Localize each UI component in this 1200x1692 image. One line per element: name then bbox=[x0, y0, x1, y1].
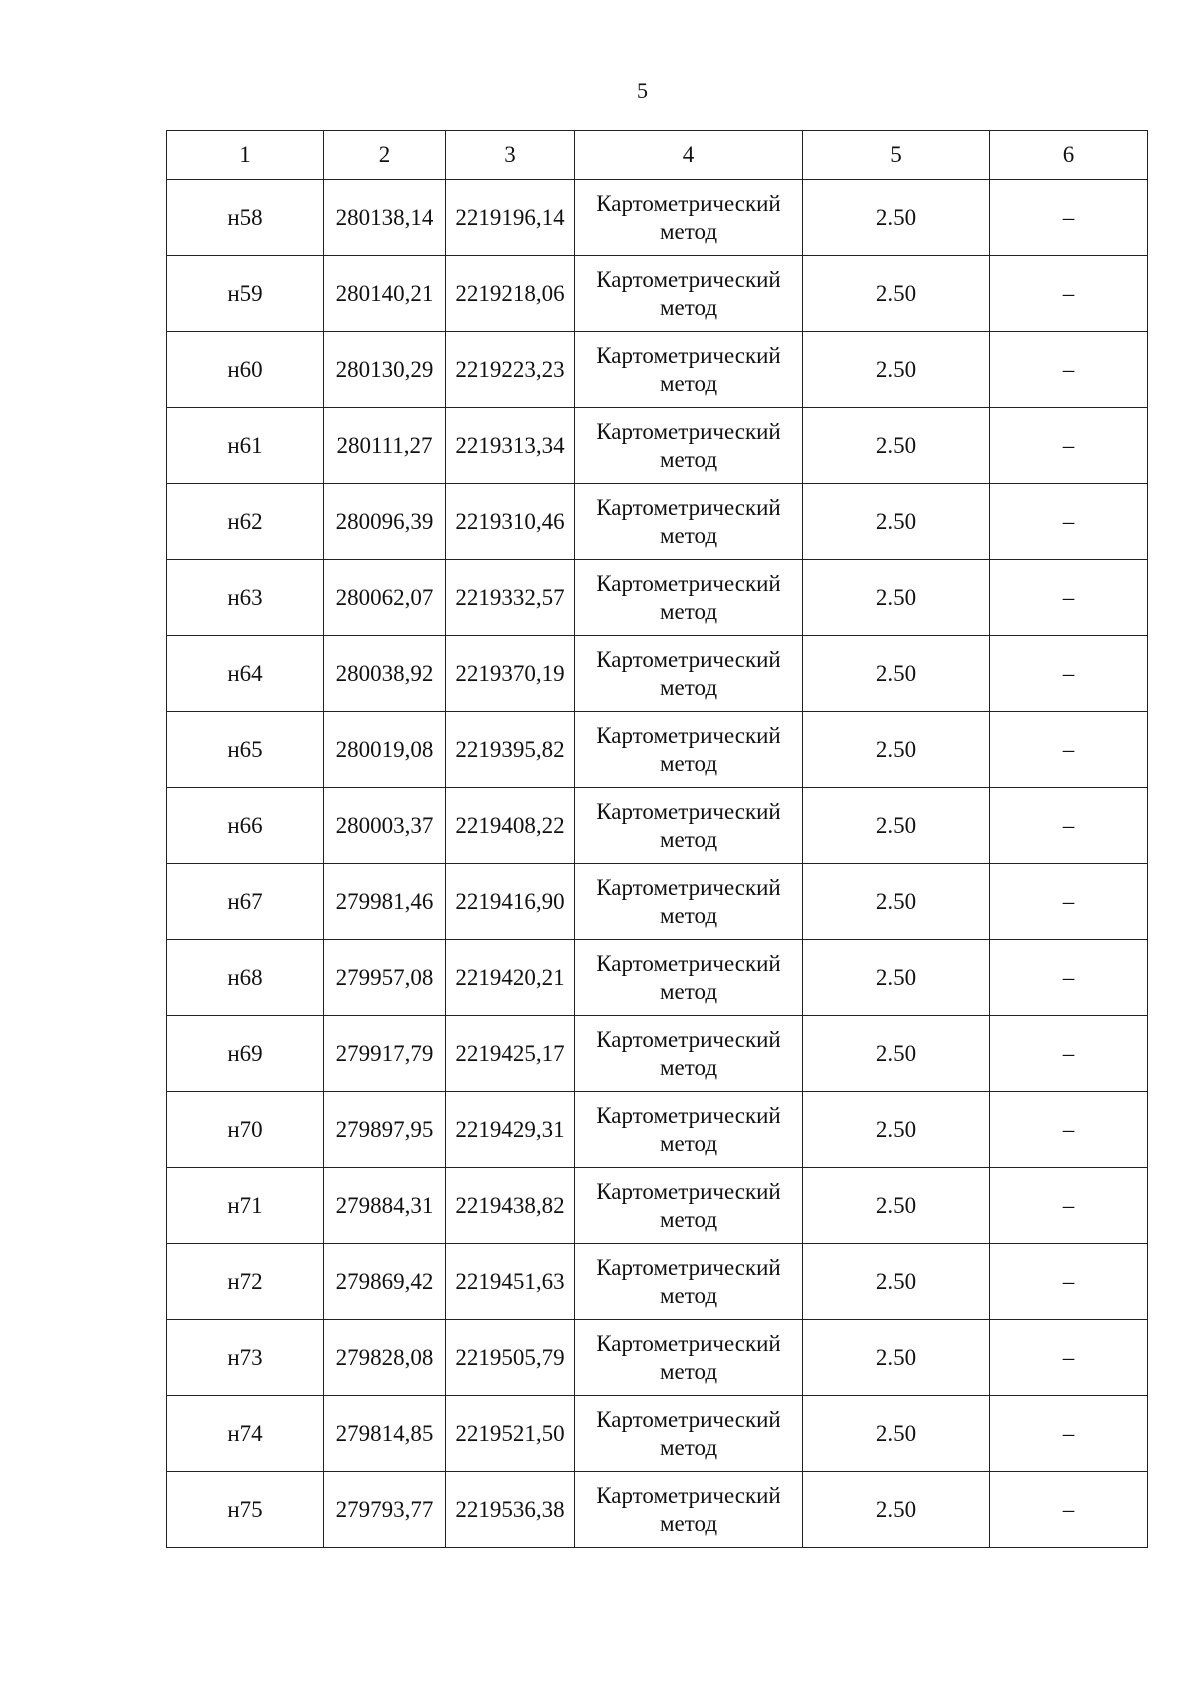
y-coordinate-cell: 2219218,06 bbox=[446, 256, 575, 332]
table-row bbox=[167, 256, 1148, 332]
x-coordinate-cell: 279957,08 bbox=[324, 940, 446, 1016]
x-coordinate-cell: 279917,79 bbox=[324, 1016, 446, 1092]
method-cell bbox=[575, 332, 803, 408]
y-coordinate-cell: 2219425,17 bbox=[446, 1016, 575, 1092]
x-coordinate-cell: 279814,85 bbox=[324, 1396, 446, 1472]
table-row bbox=[167, 636, 1148, 712]
x-coordinate-cell: 280130,29 bbox=[324, 332, 446, 408]
method-text: Картометрический метод bbox=[596, 1102, 781, 1156]
y-coordinate-cell: 2219196,14 bbox=[446, 180, 575, 256]
method-text: Картометрический метод bbox=[596, 1406, 781, 1460]
note-cell: – bbox=[990, 1244, 1148, 1320]
method-text: Картометрический метод bbox=[596, 1482, 781, 1536]
header-cell: 2 bbox=[324, 131, 446, 180]
method-cell bbox=[575, 1092, 803, 1168]
table-row bbox=[167, 1168, 1148, 1244]
method-cell bbox=[575, 484, 803, 560]
y-coordinate-cell: 2219536,38 bbox=[446, 1472, 575, 1548]
point-cell: н63 bbox=[167, 560, 324, 636]
method-text: Картометрический метод bbox=[596, 722, 781, 776]
y-coordinate-cell: 2219429,31 bbox=[446, 1092, 575, 1168]
x-coordinate-cell: 280062,07 bbox=[324, 560, 446, 636]
point-cell: н71 bbox=[167, 1168, 324, 1244]
accuracy-cell: 2.50 bbox=[803, 1168, 990, 1244]
x-coordinate-cell: 280038,92 bbox=[324, 636, 446, 712]
point-cell: н62 bbox=[167, 484, 324, 560]
note-cell: – bbox=[990, 484, 1148, 560]
note-cell: – bbox=[990, 712, 1148, 788]
accuracy-cell: 2.50 bbox=[803, 864, 990, 940]
table-row bbox=[167, 484, 1148, 560]
accuracy-cell: 2.50 bbox=[803, 332, 990, 408]
x-coordinate-cell: 280019,08 bbox=[324, 712, 446, 788]
method-cell bbox=[575, 940, 803, 1016]
note-cell: – bbox=[990, 1320, 1148, 1396]
note-cell: – bbox=[990, 1092, 1148, 1168]
table-row bbox=[167, 788, 1148, 864]
x-coordinate-cell: 280140,21 bbox=[324, 256, 446, 332]
method-text: Картометрический метод bbox=[596, 494, 781, 548]
method-cell bbox=[575, 1244, 803, 1320]
method-text: Картометрический метод bbox=[596, 798, 781, 852]
table-row bbox=[167, 1396, 1148, 1472]
method-cell bbox=[575, 560, 803, 636]
y-coordinate-cell: 2219395,82 bbox=[446, 712, 575, 788]
note-cell: – bbox=[990, 408, 1148, 484]
x-coordinate-cell: 279884,31 bbox=[324, 1168, 446, 1244]
y-coordinate-cell: 2219521,50 bbox=[446, 1396, 575, 1472]
method-cell bbox=[575, 1168, 803, 1244]
accuracy-cell: 2.50 bbox=[803, 256, 990, 332]
method-cell bbox=[575, 1472, 803, 1548]
accuracy-cell: 2.50 bbox=[803, 1472, 990, 1548]
y-coordinate-cell: 2219420,21 bbox=[446, 940, 575, 1016]
note-cell: – bbox=[990, 1472, 1148, 1548]
table-row bbox=[167, 332, 1148, 408]
header-cell: 4 bbox=[575, 131, 803, 180]
method-cell bbox=[575, 1320, 803, 1396]
point-cell: н72 bbox=[167, 1244, 324, 1320]
x-coordinate-cell: 279869,42 bbox=[324, 1244, 446, 1320]
method-cell bbox=[575, 788, 803, 864]
method-text: Картометрический метод bbox=[596, 646, 781, 700]
table-row bbox=[167, 864, 1148, 940]
x-coordinate-cell: 279981,46 bbox=[324, 864, 446, 940]
header-row bbox=[167, 131, 1148, 180]
table-body bbox=[167, 131, 1148, 1548]
accuracy-cell: 2.50 bbox=[803, 636, 990, 712]
method-text: Картометрический метод bbox=[596, 1330, 781, 1384]
method-text: Картометрический метод bbox=[596, 570, 781, 624]
accuracy-cell: 2.50 bbox=[803, 484, 990, 560]
point-cell: н68 bbox=[167, 940, 324, 1016]
header-cell: 5 bbox=[803, 131, 990, 180]
point-cell: н59 bbox=[167, 256, 324, 332]
point-cell: н67 bbox=[167, 864, 324, 940]
table-row bbox=[167, 408, 1148, 484]
note-cell: – bbox=[990, 1168, 1148, 1244]
method-text: Картометрический метод bbox=[596, 342, 781, 396]
point-cell: н75 bbox=[167, 1472, 324, 1548]
note-cell: – bbox=[990, 864, 1148, 940]
accuracy-cell: 2.50 bbox=[803, 560, 990, 636]
method-cell bbox=[575, 1016, 803, 1092]
accuracy-cell: 2.50 bbox=[803, 1016, 990, 1092]
y-coordinate-cell: 2219332,57 bbox=[446, 560, 575, 636]
method-cell bbox=[575, 408, 803, 484]
header-cell: 3 bbox=[446, 131, 575, 180]
method-text: Картометрический метод bbox=[596, 950, 781, 1004]
page-number: 5 bbox=[637, 78, 648, 103]
point-cell: н70 bbox=[167, 1092, 324, 1168]
y-coordinate-cell: 2219438,82 bbox=[446, 1168, 575, 1244]
note-cell: – bbox=[990, 636, 1148, 712]
method-text: Картометрический метод bbox=[596, 266, 781, 320]
point-cell: н58 bbox=[167, 180, 324, 256]
method-cell bbox=[575, 712, 803, 788]
accuracy-cell: 2.50 bbox=[803, 940, 990, 1016]
note-cell: – bbox=[990, 256, 1148, 332]
table-row bbox=[167, 1472, 1148, 1548]
x-coordinate-cell: 280111,27 bbox=[324, 408, 446, 484]
method-text: Картометрический метод bbox=[596, 874, 781, 928]
method-text: Картометрический метод bbox=[596, 418, 781, 472]
accuracy-cell: 2.50 bbox=[803, 180, 990, 256]
accuracy-cell: 2.50 bbox=[803, 408, 990, 484]
point-cell: н64 bbox=[167, 636, 324, 712]
accuracy-cell: 2.50 bbox=[803, 1320, 990, 1396]
x-coordinate-cell: 279793,77 bbox=[324, 1472, 446, 1548]
accuracy-cell: 2.50 bbox=[803, 1092, 990, 1168]
point-cell: н74 bbox=[167, 1396, 324, 1472]
x-coordinate-cell: 280003,37 bbox=[324, 788, 446, 864]
coordinates-table bbox=[166, 130, 1148, 1548]
method-cell bbox=[575, 256, 803, 332]
table-row bbox=[167, 1244, 1148, 1320]
accuracy-cell: 2.50 bbox=[803, 1396, 990, 1472]
table-row bbox=[167, 1016, 1148, 1092]
point-cell: н69 bbox=[167, 1016, 324, 1092]
note-cell: – bbox=[990, 332, 1148, 408]
method-text: Картометрический метод bbox=[596, 1254, 781, 1308]
y-coordinate-cell: 2219313,34 bbox=[446, 408, 575, 484]
note-cell: – bbox=[990, 1016, 1148, 1092]
y-coordinate-cell: 2219370,19 bbox=[446, 636, 575, 712]
point-cell: н61 bbox=[167, 408, 324, 484]
method-cell bbox=[575, 180, 803, 256]
accuracy-cell: 2.50 bbox=[803, 788, 990, 864]
point-cell: н73 bbox=[167, 1320, 324, 1396]
x-coordinate-cell: 280096,39 bbox=[324, 484, 446, 560]
y-coordinate-cell: 2219451,63 bbox=[446, 1244, 575, 1320]
y-coordinate-cell: 2219416,90 bbox=[446, 864, 575, 940]
point-cell: н65 bbox=[167, 712, 324, 788]
y-coordinate-cell: 2219505,79 bbox=[446, 1320, 575, 1396]
y-coordinate-cell: 2219223,23 bbox=[446, 332, 575, 408]
point-cell: н66 bbox=[167, 788, 324, 864]
note-cell: – bbox=[990, 940, 1148, 1016]
x-coordinate-cell: 280138,14 bbox=[324, 180, 446, 256]
table-row bbox=[167, 1092, 1148, 1168]
note-cell: – bbox=[990, 560, 1148, 636]
x-coordinate-cell: 279897,95 bbox=[324, 1092, 446, 1168]
note-cell: – bbox=[990, 180, 1148, 256]
method-text: Картометрический метод bbox=[596, 1026, 781, 1080]
accuracy-cell: 2.50 bbox=[803, 1244, 990, 1320]
table-row bbox=[167, 180, 1148, 256]
table-row bbox=[167, 560, 1148, 636]
y-coordinate-cell: 2219408,22 bbox=[446, 788, 575, 864]
note-cell: – bbox=[990, 788, 1148, 864]
accuracy-cell: 2.50 bbox=[803, 712, 990, 788]
method-cell bbox=[575, 636, 803, 712]
x-coordinate-cell: 279828,08 bbox=[324, 1320, 446, 1396]
method-cell bbox=[575, 1396, 803, 1472]
method-text: Картометрический метод bbox=[596, 190, 781, 244]
method-cell bbox=[575, 864, 803, 940]
table-row bbox=[167, 940, 1148, 1016]
table-row bbox=[167, 1320, 1148, 1396]
note-cell: – bbox=[990, 1396, 1148, 1472]
point-cell: н60 bbox=[167, 332, 324, 408]
table-row bbox=[167, 712, 1148, 788]
method-text: Картометрический метод bbox=[596, 1178, 781, 1232]
header-cell: 1 bbox=[167, 131, 324, 180]
y-coordinate-cell: 2219310,46 bbox=[446, 484, 575, 560]
header-cell: 6 bbox=[990, 131, 1148, 180]
